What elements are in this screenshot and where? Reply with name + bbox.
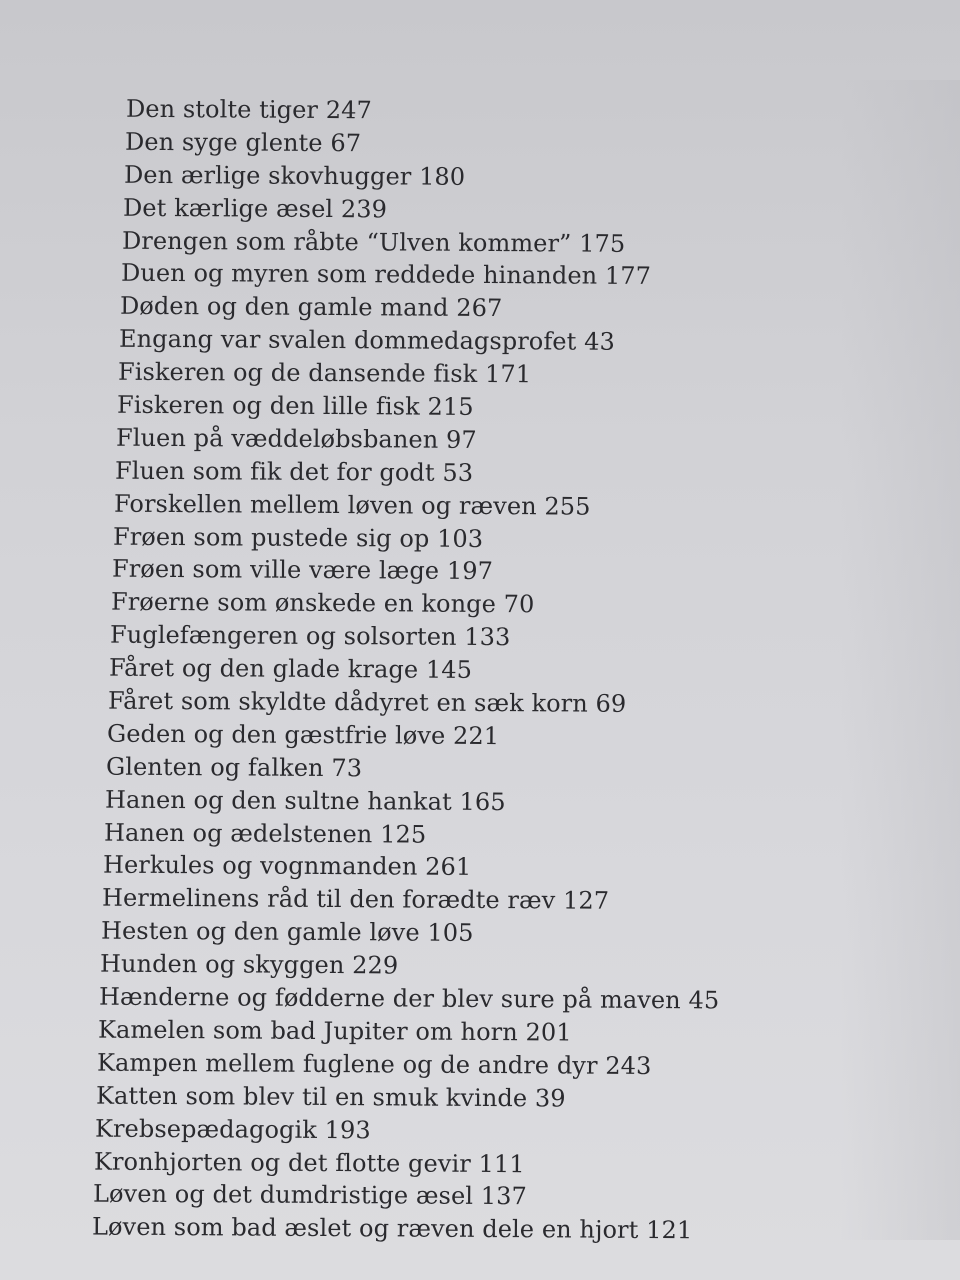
index-entry: Krebsepædagogik 193 [94,1114,371,1144]
index-entry: Fiskeren og den lille fisk 215 [116,390,474,421]
index-entry: Kamelen som bad Jupiter om horn 201 [97,1015,572,1047]
index-entry: Frøerne som ønskede en konge 70 [110,588,535,619]
index-entry: Fåret som skyldte dådyret en sæk korn 69 [107,686,627,718]
index-entry: Den ærlige skovhugger 180 [123,160,466,191]
index-entry: Glenten og falken 73 [105,752,363,783]
index-entry: Den stolte tiger 247 [125,94,372,125]
index-entry: Hesten og den gamle løve 105 [100,916,474,948]
index-entry: Fåret og den glade krage 145 [108,653,473,685]
index-entry: Engang var svalen dommedagsprofet 43 [118,324,615,356]
index-entry: Geden og den gæstfrie løve 221 [106,719,500,750]
index-entry: Forskellen mellem løven og ræven 255 [113,489,591,521]
index-entry: Duen og myren som reddede hinanden 177 [120,259,652,291]
index-entry: Løven som bad æslet og ræven dele en hjort 121 [91,1212,693,1245]
index-entry: Hanen og den sultne hankat 165 [104,785,506,816]
index-entry: Den syge glente 67 [124,127,362,158]
index-entry: Døden og den gamle mand 267 [119,292,503,323]
index-entry: Hanen og ædelstenen 125 [103,818,427,849]
index-list [0,92,820,1243]
show-through-shadow [840,80,960,1240]
index-entry: Løven og det dumdristige æsel 137 [92,1179,528,1211]
index-entry: Hermelinens råd til den forædte ræv 127 [101,883,610,916]
index-entry: Fiskeren og de dansende fisk 171 [117,357,532,389]
index-entry: Hænderne og fødderne der blev sure på maven 45 [98,982,720,1015]
index-entry: Herkules og vognmanden 261 [102,851,472,882]
index-entry: Frøen som pustede sig op 103 [112,522,484,553]
index-entry: Katten som blev til en smuk kvinde 39 [95,1081,566,1113]
index-entry: Det kærlige æsel 239 [122,193,388,224]
index-entry: Drengen som råbte “Ulven kommer” 175 [121,226,626,258]
index-entry: Kampen mellem fuglene og de andre dyr 243 [96,1048,652,1080]
index-entry: Hunden og skyggen 229 [99,949,399,980]
index-entry: Kronhjorten og det flotte gevir 111 [93,1147,525,1178]
index-entry: Frøen som ville være læge 197 [111,555,494,586]
index-entry: Fluen på væddeløbsbanen 97 [115,423,477,454]
index-entry: Fluen som fik det for godt 53 [114,456,474,487]
index-entry: Fuglefængeren og solsorten 133 [109,620,511,652]
